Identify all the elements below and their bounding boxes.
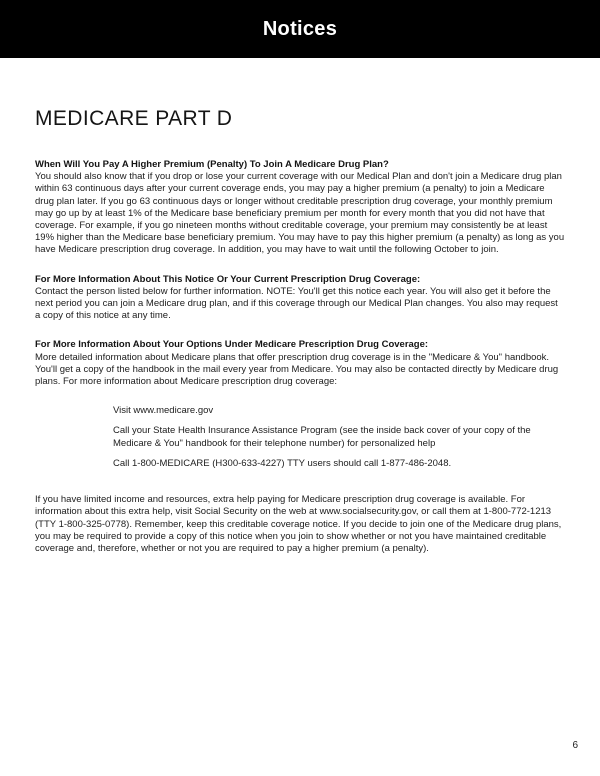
contact-item-visit-website: Visit www.medicare.gov [113, 405, 214, 417]
contact-item-call-medicare: Call 1-800-MEDICARE (H300-633-4227) TTY users should call 1-877-486-2048. [113, 457, 452, 469]
notice-section-penalty [35, 159, 565, 257]
section-heading: For More Information About This Notice Or Your Current Prescription Drug Coverage: [35, 273, 421, 285]
section-body: More detailed information about Medicare plans that offer prescription drug coverage is in the "Medicare & You" handbook. You'll get a copy of the handbook in the mail every year from Medicare. You may also be contacted directly by Medicare drug plans. For more information about Medicare prescription drug coverage: [35, 351, 559, 388]
page-content [0, 107, 600, 555]
section-heading: For More Information About Your Options Under Medicare Prescription Drug Coverage: [35, 339, 429, 351]
notice-section-more-info-options [35, 339, 565, 388]
page-number: 6 [572, 740, 578, 751]
closing-paragraph: If you have limited income and resources, extra help paying for Medicare prescription drug coverage is available. For information about this extra help, visit Social Security on the web at www.socialsecurity.gov, or call them at 1-800-772-1213 (TTY 1-800-325-0778). Remember, keep this creditable coverage notice. If you decide to join one of the Medicare drug plans, you may be required to provide a copy of this notice when you join to show whether or not you have maintained creditable coverage and, therefore, whether or not you are required to pay a higher premium (a penalty). [35, 494, 562, 555]
contact-list [113, 405, 565, 470]
notice-sections [35, 159, 565, 388]
page-header [0, 0, 600, 58]
header-title: Notices [262, 17, 338, 40]
section-body: Contact the person listed below for further information. NOTE: You'll get this notice each year. You will also get it before the next period you can join a Medicare drug plan, and if this coverage through our Medical Plan changes. You also may request a copy of this notice at any time. [35, 285, 558, 322]
contact-item-state-health-program: Call your State Health Insurance Assistance Program (see the inside back cover of your copy of the Medicare & You" handbook for their telephone number) for personalized help [113, 425, 531, 449]
section-body: You should also know that if you drop or lose your current coverage with our Medical Plan and don't join a Medicare drug plan within 63 continuous days after your current coverage ends, you may pay a higher premium (a penalty) to join a Medicare drug plan later. If you go 63 continuous days or longer without creditable prescription drug coverage, your monthly premium may go up by at least 1% of the Medicare base beneficiary premium per month for every month that you did not have that coverage. For example, if you go nineteen months without creditable coverage, your premium may consistently be at least 19% higher than the Medicare base beneficiary premium. You may have to pay this higher premium (a penalty) as long as you have Medicare prescription drug coverage. In addition, you may have to wait until the following October to join. [35, 171, 565, 256]
section-heading: When Will You Pay A Higher Premium (Penalty) To Join A Medicare Drug Plan? [35, 159, 389, 170]
page-title: MEDICARE PART D [35, 107, 233, 130]
notice-section-more-info-notice [35, 274, 565, 323]
